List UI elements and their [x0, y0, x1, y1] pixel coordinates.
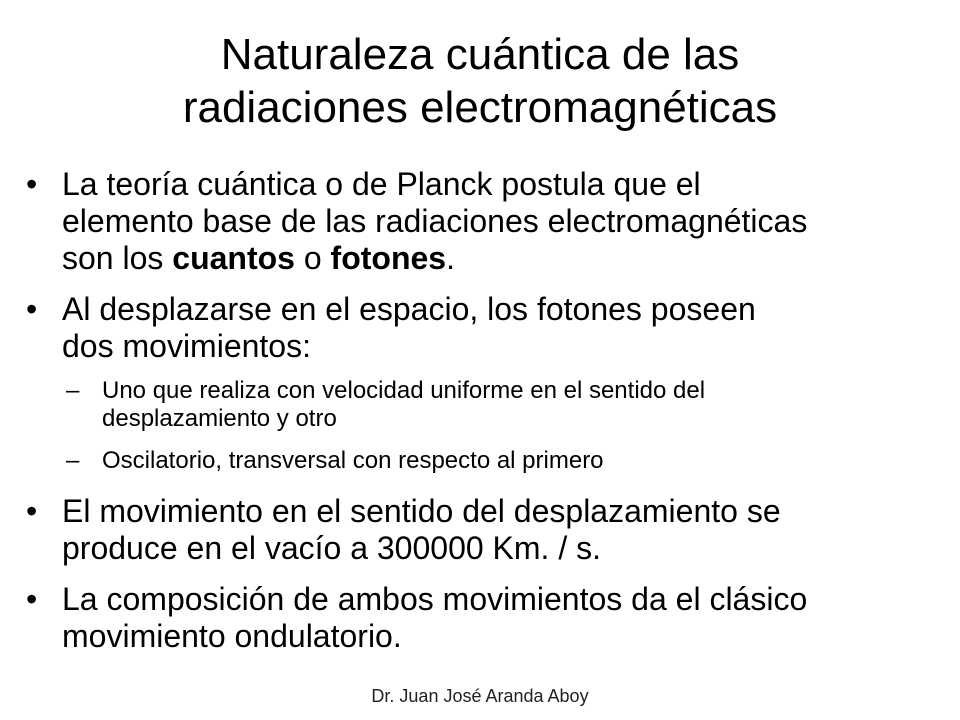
bullet-item-movimientos	[22, 291, 942, 365]
bullet-item-vacio	[22, 493, 942, 567]
sub-line: Uno que realiza con velocidad uniforme en el sentido del	[102, 377, 706, 404]
bullet-marker: •	[26, 493, 38, 529]
bullet-marker: •	[26, 581, 38, 617]
bold-term-cuantos: cuantos	[172, 240, 295, 276]
bullet-line: dos movimientos:	[62, 328, 311, 364]
bullet-line: elemento base de las radiaciones electromagnéticas	[62, 203, 808, 239]
bullet-list	[22, 166, 942, 655]
bullet-line: El movimiento en el sentido del desplazamiento se	[62, 493, 781, 529]
bullet-line: La composición de ambos movimientos da el clásico	[62, 581, 808, 617]
bullet-line: produce en el vacío a 300000 Km. / s.	[62, 530, 601, 566]
sub-marker: –	[66, 447, 80, 474]
bold-term-fotones: fotones	[330, 240, 447, 276]
sub-line: Oscilatorio, transversal con respecto al primero	[102, 447, 604, 474]
bullet-marker: •	[26, 166, 38, 202]
slide-footer-author: Dr. Juan José Aranda Aboy	[371, 686, 589, 706]
bullet-line: Al desplazarse en el espacio, los fotones poseen	[62, 291, 756, 327]
text-fragment: o	[294, 240, 331, 276]
sub-line: desplazamiento y otro	[102, 405, 337, 432]
title-line-1: Naturaleza cuántica de las	[220, 30, 740, 79]
title-line-2: radiaciones electromagnéticas	[182, 83, 778, 132]
bullet-item-planck	[22, 166, 942, 277]
bullet-item-ondulatorio	[22, 581, 942, 655]
text-fragment: son los	[62, 240, 173, 276]
bullet-line: movimiento ondulatorio.	[62, 618, 402, 654]
sub-marker: –	[66, 377, 80, 404]
sub-item-oscilatorio	[22, 447, 942, 475]
bullet-line-mixed	[62, 240, 942, 277]
sub-list	[22, 377, 942, 475]
text-fragment: .	[446, 240, 455, 276]
bullet-marker: •	[26, 291, 38, 327]
slide-title	[40, 28, 920, 134]
sub-item-velocidad	[22, 377, 942, 433]
bullet-line: La teoría cuántica o de Planck postula que el	[62, 166, 701, 202]
